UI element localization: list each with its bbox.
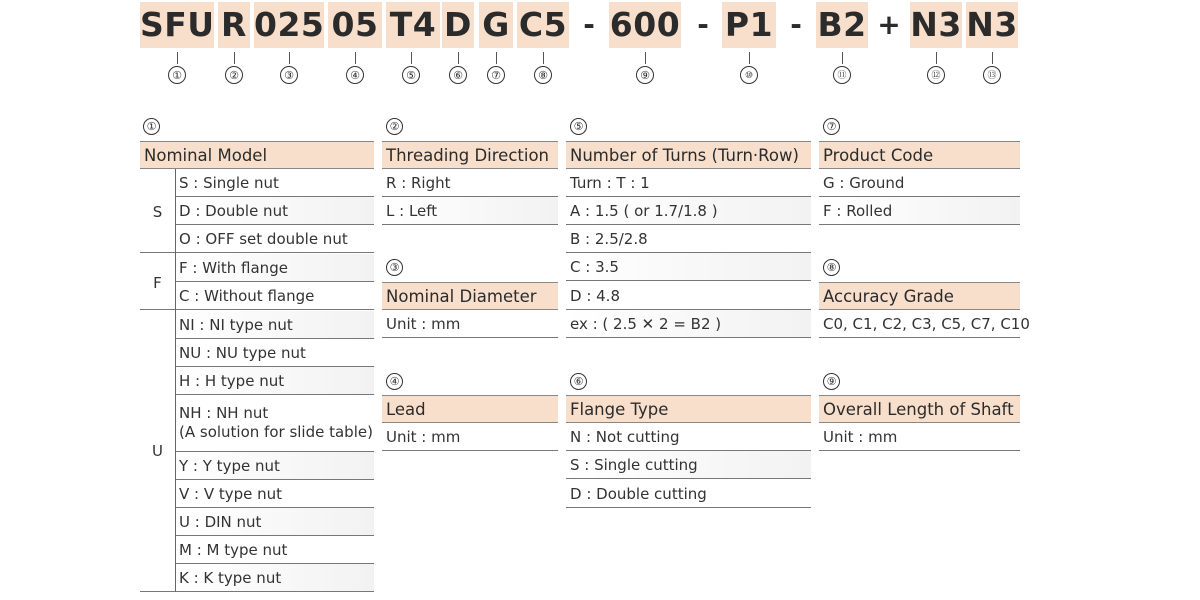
list-item: NI : NI type nut <box>175 311 374 339</box>
code-separator: - <box>583 8 595 41</box>
list-item: U : DIN nut <box>175 508 374 536</box>
list-item: C : Without flange <box>175 282 374 310</box>
list-item: F : With flange <box>175 254 374 282</box>
list-item: Unit : mm <box>382 423 558 451</box>
marker-5: ⑤ <box>402 66 420 84</box>
list-item: V : V type nut <box>175 480 374 508</box>
section-marker: ④ <box>386 373 403 390</box>
code-segment-diameter: 025 <box>254 2 324 48</box>
group-label-s: S <box>152 203 163 221</box>
marker-11: ⑪ <box>833 66 851 84</box>
section-title: Accuracy Grade <box>819 282 1020 310</box>
marker-tick <box>749 52 750 64</box>
code-segment-direction: R <box>218 2 250 48</box>
section-marker: ③ <box>386 259 403 276</box>
section-title: Overall Length of Shaft <box>819 395 1020 423</box>
marker-1: ① <box>168 66 186 84</box>
code-segment-flange: D <box>442 2 474 48</box>
marker-tick <box>234 52 235 64</box>
marker-tick <box>177 52 178 64</box>
list-item: C0, C1, C2, C3, C5, C7, C10 <box>819 310 1020 338</box>
list-item: N : Not cutting <box>566 423 811 451</box>
column-divider <box>175 169 176 592</box>
section-title: Threading Direction <box>382 141 558 169</box>
list-item: M : M type nut <box>175 536 374 564</box>
code-segment-b2: B2 <box>816 2 868 48</box>
code-segment-length: 600 <box>609 2 681 48</box>
code-separator: - <box>697 8 709 41</box>
marker-3: ③ <box>280 66 298 84</box>
code-segment-p1: P1 <box>722 2 776 48</box>
section-marker: ⑥ <box>570 373 587 390</box>
marker-tick <box>842 52 843 64</box>
group-label-f: F <box>153 274 162 292</box>
list-item: Turn : T : 1 <box>566 169 811 197</box>
marker-tick <box>992 52 993 64</box>
list-item: ex : ( 2.5 ✕ 2 = B2 ) <box>566 310 811 338</box>
list-item: H : H type nut <box>175 367 374 395</box>
marker-tick <box>355 52 356 64</box>
group-divider <box>140 591 175 592</box>
section-title: Flange Type <box>566 395 811 423</box>
section-title: Nominal Diameter <box>382 282 558 310</box>
marker-2: ② <box>225 66 243 84</box>
list-item: Y : Y type nut <box>175 452 374 480</box>
list-item: A : 1.5 ( or 1.7/1.8 ) <box>566 197 811 225</box>
code-segment-n3-b: N3 <box>966 2 1018 48</box>
section-title: Product Code <box>819 141 1020 169</box>
marker-10: ⑩ <box>740 66 758 84</box>
list-item-line: NH : NH nut <box>179 404 269 422</box>
list-item: L : Left <box>382 197 558 225</box>
section-title: Nominal Model <box>140 141 374 169</box>
code-segment-turns: T4 <box>386 2 440 48</box>
code-segment-series: SFU <box>140 2 214 48</box>
list-item: F : Rolled <box>819 197 1020 225</box>
list-item: Unit : mm <box>382 310 558 338</box>
section-marker: ① <box>143 118 160 135</box>
list-item: B : 2.5/2.8 <box>566 225 811 253</box>
list-item: K : K type nut <box>175 564 374 592</box>
section-marker: ⑨ <box>823 373 840 390</box>
marker-12: ⑫ <box>927 66 945 84</box>
list-item: D : 4.8 <box>566 282 811 310</box>
group-divider <box>140 252 175 253</box>
code-segment-n3-a: N3 <box>910 2 962 48</box>
section-marker: ⑧ <box>823 259 840 276</box>
list-item: S : Single cutting <box>566 451 811 479</box>
marker-4: ④ <box>346 66 364 84</box>
section-marker: ⑦ <box>823 118 840 135</box>
list-item <box>175 395 374 452</box>
group-divider <box>140 309 175 310</box>
list-item: S : Single nut <box>175 169 374 197</box>
marker-6: ⑥ <box>449 66 467 84</box>
code-segment-accuracy: C5 <box>517 2 569 48</box>
marker-8: ⑧ <box>534 66 552 84</box>
marker-tick <box>543 52 544 64</box>
marker-tick <box>496 52 497 64</box>
code-segment-product: G <box>479 2 513 48</box>
section-marker: ② <box>386 118 403 135</box>
list-item: D : Double nut <box>175 197 374 225</box>
code-separator-plus: + <box>877 8 901 41</box>
marker-13: ⑬ <box>983 66 1001 84</box>
list-item-line: (A solution for slide table) <box>179 423 373 441</box>
marker-9: ⑨ <box>636 66 654 84</box>
marker-tick <box>936 52 937 64</box>
marker-tick <box>645 52 646 64</box>
list-item: C : 3.5 <box>566 253 811 281</box>
code-segment-lead: 05 <box>328 2 382 48</box>
marker-tick <box>458 52 459 64</box>
list-item: D : Double cutting <box>566 480 811 508</box>
section-title: Lead <box>382 395 558 423</box>
list-item: Unit : mm <box>819 423 1020 451</box>
marker-7: ⑦ <box>487 66 505 84</box>
group-label-u: U <box>152 442 163 460</box>
list-item: O : OFF set double nut <box>175 225 374 253</box>
marker-tick <box>411 52 412 64</box>
section-marker: ⑤ <box>570 118 587 135</box>
list-item: G : Ground <box>819 169 1020 197</box>
list-item: NU : NU type nut <box>175 339 374 367</box>
marker-tick <box>289 52 290 64</box>
list-item: R : Right <box>382 169 558 197</box>
code-separator: - <box>790 8 802 41</box>
section-title: Number of Turns (Turn·Row) <box>566 141 811 169</box>
